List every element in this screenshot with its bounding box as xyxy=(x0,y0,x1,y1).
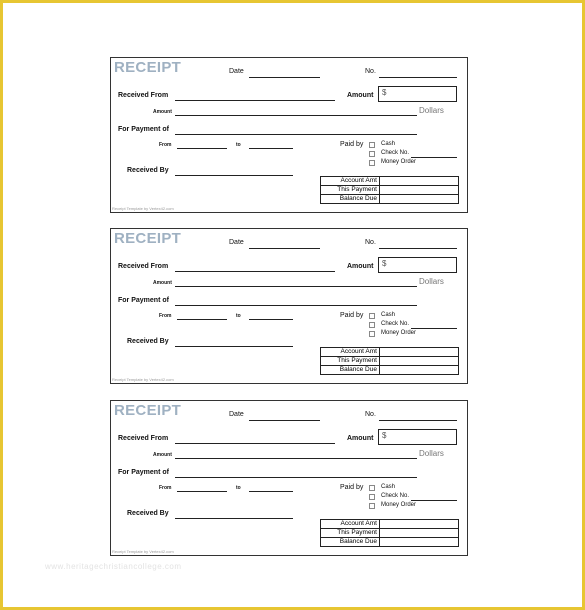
from-field[interactable] xyxy=(177,148,227,149)
this-payment-field[interactable] xyxy=(380,186,459,195)
number-field[interactable] xyxy=(379,77,457,78)
received-by-field[interactable] xyxy=(175,346,293,347)
template-credit: Receipt Template by Vertex42.com xyxy=(112,549,174,554)
balance-due-label: Balance Due xyxy=(321,538,380,547)
check-option-label: Check No. xyxy=(381,150,410,156)
money-order-checkbox[interactable] xyxy=(369,331,375,337)
table-row xyxy=(321,186,459,195)
date-field[interactable] xyxy=(249,77,320,78)
received-from-label: Received From xyxy=(118,435,169,442)
from-field[interactable] xyxy=(177,319,227,320)
money-order-option-label: Money Order xyxy=(381,502,417,508)
received-from-field[interactable] xyxy=(175,443,335,444)
account-table xyxy=(320,176,459,204)
date-field[interactable] xyxy=(249,248,320,249)
table-row xyxy=(321,538,459,547)
check-option-label: Check No. xyxy=(381,321,410,327)
check-option-label: Check No. xyxy=(381,493,410,499)
amount-label: Amount xyxy=(347,263,374,270)
received-by-field[interactable] xyxy=(175,518,293,519)
date-label: Date xyxy=(229,239,244,246)
from-label: From xyxy=(159,142,172,148)
no-label: No. xyxy=(365,411,376,418)
money-order-option-label: Money Order xyxy=(381,159,417,165)
check-number-field[interactable] xyxy=(411,157,457,158)
template-credit: Receipt Template by Vertex42.com xyxy=(112,206,174,211)
paid-by-label: Paid by xyxy=(340,484,364,491)
account-amt-label: Account Amt xyxy=(321,177,380,186)
to-label: to xyxy=(236,142,241,148)
amount-field[interactable] xyxy=(378,429,457,445)
account-amt-label: Account Amt xyxy=(321,348,380,357)
paid-by-label: Paid by xyxy=(340,312,364,319)
date-label: Date xyxy=(229,68,244,75)
from-field[interactable] xyxy=(177,491,227,492)
received-by-label: Received By xyxy=(127,167,169,174)
amount-words-label: Amount xyxy=(153,280,172,286)
received-from-field[interactable] xyxy=(175,271,335,272)
to-field[interactable] xyxy=(249,491,293,492)
site-watermark: www.heritagechristiancollege.com xyxy=(45,562,182,571)
received-from-label: Received From xyxy=(118,263,169,270)
check-number-field[interactable] xyxy=(411,328,457,329)
cash-checkbox[interactable] xyxy=(369,485,375,491)
table-row xyxy=(321,177,459,186)
from-label: From xyxy=(159,485,172,491)
template-credit: Receipt Template by Vertex42.com xyxy=(112,377,174,382)
for-payment-label: For Payment of xyxy=(118,126,169,133)
money-order-checkbox[interactable] xyxy=(369,503,375,509)
currency-symbol: $ xyxy=(382,259,387,268)
receipt-3 xyxy=(110,400,468,556)
received-from-field[interactable] xyxy=(175,100,335,101)
currency-symbol: $ xyxy=(382,88,387,97)
cash-checkbox[interactable] xyxy=(369,142,375,148)
money-order-checkbox[interactable] xyxy=(369,160,375,166)
receipt-1 xyxy=(110,57,468,213)
account-amt-field[interactable] xyxy=(380,177,459,186)
amount-field[interactable] xyxy=(378,257,457,273)
receipt-title: RECEIPT xyxy=(114,59,182,76)
to-label: to xyxy=(236,485,241,491)
amount-words-field[interactable] xyxy=(175,115,417,116)
amount-label: Amount xyxy=(347,435,374,442)
cash-option-label: Cash xyxy=(381,312,396,318)
receipt-title: RECEIPT xyxy=(114,402,182,419)
received-by-label: Received By xyxy=(127,510,169,517)
this-payment-label: This Payment xyxy=(321,186,380,195)
this-payment-field[interactable] xyxy=(380,357,459,366)
amount-label: Amount xyxy=(347,92,374,99)
amount-words-label: Amount xyxy=(153,109,172,115)
receipt-title: RECEIPT xyxy=(114,230,182,247)
check-number-field[interactable] xyxy=(411,500,457,501)
dollars-label: Dollars xyxy=(419,277,444,286)
account-amt-field[interactable] xyxy=(380,520,459,529)
this-payment-field[interactable] xyxy=(380,529,459,538)
no-label: No. xyxy=(365,68,376,75)
cash-checkbox[interactable] xyxy=(369,313,375,319)
cash-option-label: Cash xyxy=(381,141,396,147)
amount-words-field[interactable] xyxy=(175,286,417,287)
number-field[interactable] xyxy=(379,248,457,249)
account-amt-field[interactable] xyxy=(380,348,459,357)
balance-due-label: Balance Due xyxy=(321,366,380,375)
balance-due-field[interactable] xyxy=(380,538,459,547)
check-checkbox[interactable] xyxy=(369,151,375,157)
paid-by-label: Paid by xyxy=(340,141,364,148)
received-by-field[interactable] xyxy=(175,175,293,176)
balance-due-label: Balance Due xyxy=(321,195,380,204)
table-row xyxy=(321,357,459,366)
this-payment-label: This Payment xyxy=(321,529,380,538)
no-label: No. xyxy=(365,239,376,246)
to-field[interactable] xyxy=(249,319,293,320)
amount-field[interactable] xyxy=(378,86,457,102)
for-payment-label: For Payment of xyxy=(118,469,169,476)
balance-due-field[interactable] xyxy=(380,366,459,375)
cash-option-label: Cash xyxy=(381,484,396,490)
account-table xyxy=(320,347,459,375)
table-row xyxy=(321,195,459,204)
table-row xyxy=(321,529,459,538)
table-row xyxy=(321,366,459,375)
table-row xyxy=(321,348,459,357)
amount-words-label: Amount xyxy=(153,452,172,458)
for-payment-field[interactable] xyxy=(175,305,417,306)
received-from-label: Received From xyxy=(118,92,169,99)
dollars-label: Dollars xyxy=(419,449,444,458)
to-label: to xyxy=(236,313,241,319)
money-order-option-label: Money Order xyxy=(381,330,417,336)
date-label: Date xyxy=(229,411,244,418)
account-table xyxy=(320,519,459,547)
date-field[interactable] xyxy=(249,420,320,421)
check-checkbox[interactable] xyxy=(369,322,375,328)
balance-due-field[interactable] xyxy=(380,195,459,204)
to-field[interactable] xyxy=(249,148,293,149)
amount-words-field[interactable] xyxy=(175,458,417,459)
for-payment-field[interactable] xyxy=(175,134,417,135)
from-label: From xyxy=(159,313,172,319)
receipt-2 xyxy=(110,228,468,384)
currency-symbol: $ xyxy=(382,431,387,440)
for-payment-label: For Payment of xyxy=(118,297,169,304)
account-amt-label: Account Amt xyxy=(321,520,380,529)
check-checkbox[interactable] xyxy=(369,494,375,500)
dollars-label: Dollars xyxy=(419,106,444,115)
received-by-label: Received By xyxy=(127,338,169,345)
for-payment-field[interactable] xyxy=(175,477,417,478)
number-field[interactable] xyxy=(379,420,457,421)
table-row xyxy=(321,520,459,529)
this-payment-label: This Payment xyxy=(321,357,380,366)
